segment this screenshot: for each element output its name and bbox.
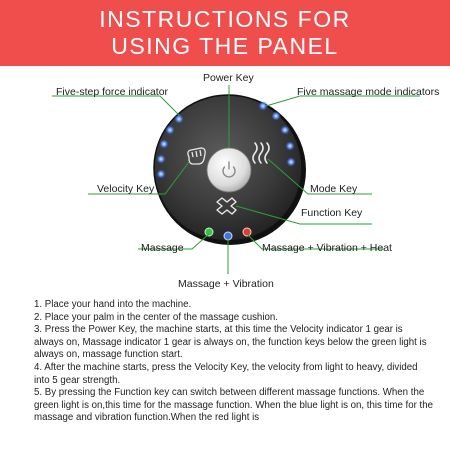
mode-led bbox=[280, 125, 290, 135]
instruction-step-4: 4. After the machine starts, press the Velocity Key, the velocity from light to heavy, divided into 5 gear strength. bbox=[34, 361, 418, 386]
mode-led bbox=[271, 111, 281, 121]
force-led bbox=[156, 154, 166, 164]
panel-illustration bbox=[0, 66, 450, 296]
instructions-text bbox=[34, 299, 434, 425]
panel-diagram bbox=[0, 66, 450, 296]
mode-key-label: Mode Key bbox=[310, 183, 358, 195]
red-light bbox=[243, 228, 251, 236]
instruction-step-2: 2. Place your palm in the center of the massage cushion. bbox=[34, 311, 278, 323]
massage-vibration-label: Massage + Vibration bbox=[178, 278, 274, 290]
instruction-step-1: 1. Place your hand into the machine. bbox=[34, 299, 192, 310]
instruction-step-3: 3. Press the Power Key, the machine starts, at this time the Velocity indicator 1 gear is always on, Massage indicator 1 gear is always on, the function keys below the green light is always on, massage function start. bbox=[34, 324, 427, 361]
function-key-label: Function Key bbox=[301, 207, 363, 219]
mode-led bbox=[286, 157, 296, 167]
green-light bbox=[205, 228, 213, 236]
banner-title-line-1: INSTRUCTIONS FOR bbox=[99, 6, 351, 32]
title-banner bbox=[0, 0, 450, 66]
force-indicator-label: Five-step force indicator bbox=[56, 86, 169, 98]
force-led bbox=[159, 139, 169, 149]
mode-indicators-label: Five massage mode indicators bbox=[297, 86, 440, 98]
banner-title-line-2: USING THE PANEL bbox=[111, 33, 339, 59]
massage-vibration-heat-label: Massage + Vibration + Heat bbox=[262, 242, 392, 254]
velocity-key-label: Velocity Key bbox=[97, 183, 155, 195]
massage-label: Massage bbox=[141, 242, 184, 254]
mode-led bbox=[285, 141, 295, 151]
force-led bbox=[165, 125, 175, 135]
power-key-label: Power Key bbox=[203, 72, 254, 84]
instruction-step-5: 5. By pressing the Function key can switch between different massage functions. When the green light is on,this time for the massage function. When the blue light is on, this time for the massage and vibration function.When the red light is bbox=[34, 387, 434, 424]
power-button bbox=[207, 148, 251, 192]
force-led bbox=[156, 169, 166, 179]
